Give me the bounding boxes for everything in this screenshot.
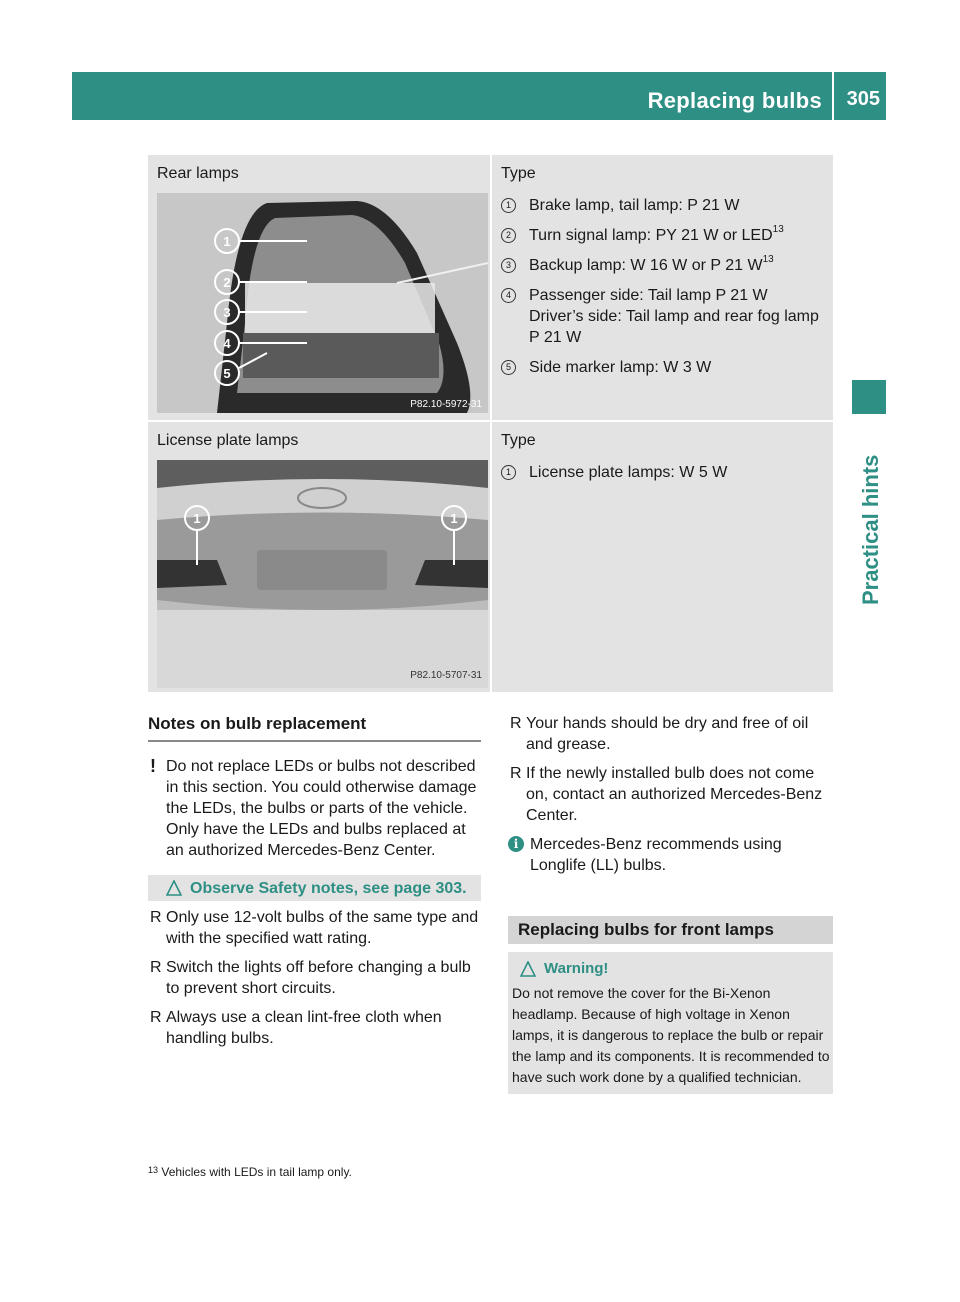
- cell-heading: Type: [501, 432, 536, 449]
- list-item: R Always use a clean lint-free cloth when handling bulbs.: [150, 1009, 442, 1047]
- item-number: 1: [501, 465, 516, 480]
- svg-text:1: 1: [223, 234, 231, 249]
- warning-box: [508, 952, 833, 1094]
- table-cell-image: [148, 155, 492, 420]
- svg-text:3: 3: [223, 305, 231, 320]
- warning-triangle-icon: [520, 961, 536, 977]
- svg-text:1: 1: [193, 511, 201, 526]
- table-cell-types: [492, 155, 833, 420]
- svg-text:5: 5: [223, 366, 231, 381]
- footnote-ref: 13: [772, 224, 784, 235]
- footnote-number: 13: [148, 1165, 159, 1175]
- bulb-table: [148, 155, 833, 694]
- list-item: 2 Turn signal lamp: PY 21 W or LED$^{13}$: [501, 225, 829, 246]
- caution-note: ! Do not replace LEDs or bulbs not described in this section. You could otherwise damage the LEDs, the bulbs or parts of the vehicle. Only have the LEDs and bulbs replaced at an authorized Mercedes-Benz Center.: [150, 756, 477, 859]
- table-cell-types: [492, 422, 833, 692]
- bullet-marker: R: [150, 959, 162, 976]
- photo-code: P82.10-5707-31: [410, 670, 482, 681]
- svg-text:1: 1: [450, 511, 458, 526]
- photo-code: P82.10-5972-31: [410, 399, 482, 410]
- svg-text:4: 4: [223, 336, 231, 351]
- subsection-heading: Replacing bulbs for front lamps: [508, 916, 833, 944]
- right-column: [508, 713, 833, 1094]
- list-item: R Only use 12-volt bulbs of the same type and with the specified watt rating.: [150, 909, 479, 947]
- warning-triangle-icon: [166, 880, 182, 896]
- page-title: Replacing bulbs: [647, 88, 822, 113]
- safety-reference: Observe Safety notes, see page 303.: [148, 875, 481, 901]
- page-header: [72, 72, 886, 120]
- list-item: 4 Passenger side: Tail lamp P 21 W Driver’s side: Tail lamp and rear fog lamp P 21 W: [501, 285, 829, 348]
- list-item: 1 License plate lamps: W 5 W: [501, 462, 829, 483]
- page-number: 305: [846, 88, 880, 110]
- section-tab-marker: [852, 380, 886, 414]
- warning-title: Warning!: [510, 958, 831, 979]
- list-item: R Switch the lights off before changing a bulb to prevent short circuits.: [150, 959, 471, 997]
- list-item: 3 Backup lamp: W 16 W or P 21 $W^{13}$: [501, 255, 829, 276]
- bullet-marker: R: [510, 765, 522, 782]
- cell-heading: Rear lamps: [157, 165, 239, 182]
- list-item: R Your hands should be dry and free of oil and grease.: [510, 715, 809, 753]
- left-column: [148, 713, 481, 1057]
- bulb-type-list: [501, 462, 829, 492]
- header-divider: [832, 72, 834, 120]
- warning-text: Do not remove the cover for the Bi-Xenon headlamp. Because of high voltage in Xenon lamps, it is dangerous to replace the bulb or repair the lamp and its components. It is recommended to have such work done by a qualified technician.: [512, 985, 830, 1085]
- bulb-type-list: [501, 195, 829, 387]
- cell-heading: Type: [501, 165, 536, 182]
- item-number: 2: [501, 228, 516, 243]
- table-cell-image: [148, 422, 492, 692]
- table-row: [148, 155, 833, 422]
- bullet-marker: R: [150, 1009, 162, 1026]
- item-number: 1: [501, 198, 516, 213]
- section-tab-label: Practical hints: [858, 454, 883, 605]
- item-number: 4: [501, 288, 516, 303]
- rear-lamp-photo: [157, 193, 488, 413]
- list-item: R If the newly installed bulb does not come on, contact an authorized Mercedes-Benz Center.: [510, 765, 823, 824]
- list-item: 5 Side marker lamp: W 3 W: [501, 357, 829, 378]
- list-item: 1 Brake lamp, tail lamp: P 21 W: [501, 195, 829, 216]
- footnote: $^{13}$ Vehicles with LEDs in tail lamp only.: [148, 1165, 352, 1179]
- info-icon: i: [508, 836, 524, 852]
- item-number: 5: [501, 360, 516, 375]
- bullet-marker: R: [510, 715, 522, 732]
- license-plate-photo: [157, 460, 488, 688]
- bullet-marker: R: [150, 909, 162, 926]
- section-heading: Notes on bulb replacement: [148, 713, 481, 742]
- item-number: 3: [501, 258, 516, 273]
- caution-icon: !: [150, 756, 156, 776]
- cell-heading: License plate lamps: [157, 432, 299, 449]
- table-row: [148, 422, 833, 694]
- info-note: i Mercedes-Benz recommends using Longlife (LL) bulbs.: [508, 834, 833, 876]
- svg-text:2: 2: [223, 275, 231, 290]
- footnote-ref: 13: [762, 254, 774, 265]
